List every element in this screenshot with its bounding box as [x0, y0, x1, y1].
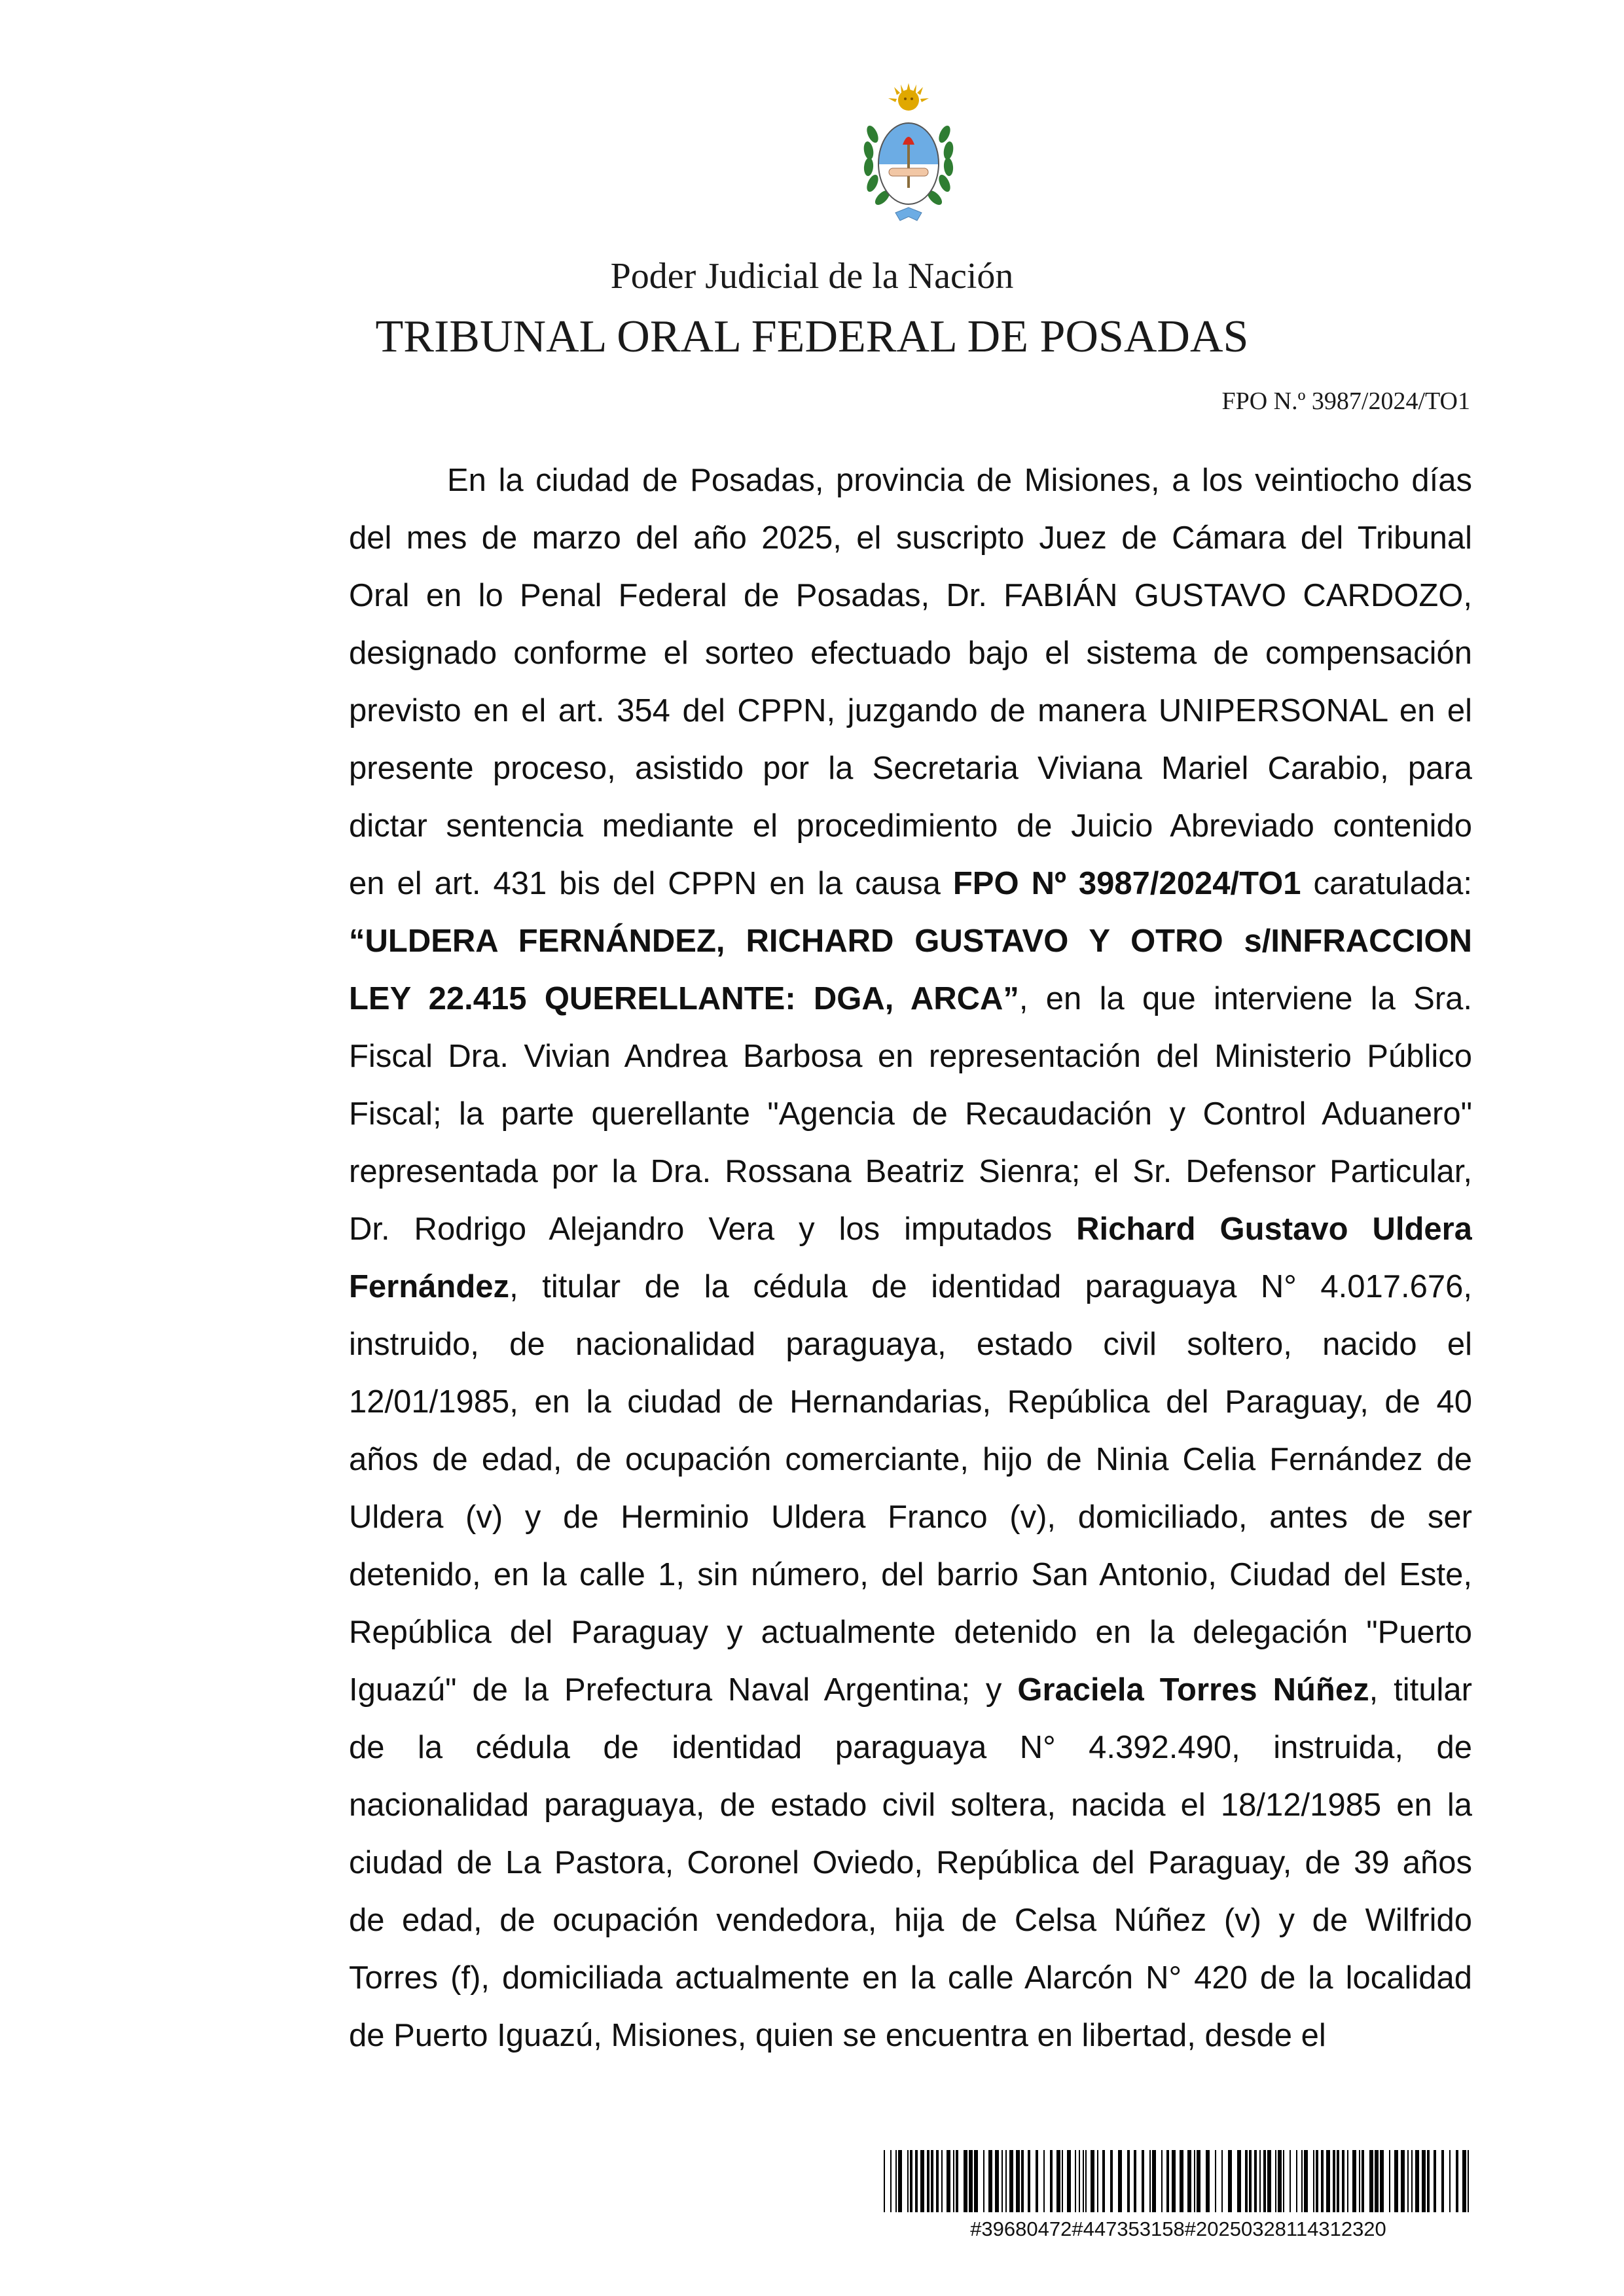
- text-run: Dr. Rodrigo Alejandro Vera y los imputados: [349, 1211, 1077, 1247]
- paragraph-line: [349, 740, 1472, 797]
- text-run: previsto en el art. 354 del CPPN, juzgando de manera UNIPERSONAL en el: [349, 693, 1472, 728]
- institution-name: Poder Judicial de la Nación: [610, 256, 1014, 296]
- text-run: Iguazú" de la Prefectura Naval Argentina; y: [349, 1672, 1018, 1708]
- barcode: [884, 2150, 1473, 2212]
- text-run: años de edad, de ocupación comerciante, hijo de Ninia Celia Fernández de: [349, 1442, 1472, 1477]
- paragraph-line: [349, 1143, 1472, 1200]
- text-run: Torres (f), domiciliada actualmente en la calle Alarcón N° 420 de la localidad: [349, 1960, 1472, 1996]
- paragraph-line: [349, 452, 1472, 509]
- paragraph-line: [349, 797, 1472, 855]
- paragraph-line: [349, 1719, 1472, 1776]
- text-run: Fiscal; la parte querellante "Agencia de Recaudación y Control Aduanero": [349, 1096, 1472, 1132]
- paragraph-line: [349, 970, 1472, 1028]
- bold-text: “ULDERA FERNÁNDEZ, RICHARD GUSTAVO Y OTRO s/INFRACCION: [349, 924, 1472, 959]
- bold-text: LEY 22.415 QUERELLANTE: DGA, ARCA”: [349, 981, 1019, 1016]
- case-reference: FPO N.º 3987/2024/TO1: [1221, 387, 1470, 415]
- text-run: instruido, de nacionalidad paraguaya, estado civil soltero, nacido el: [349, 1327, 1472, 1362]
- paragraph-line: [349, 1200, 1472, 1258]
- paragraph-line: [349, 1258, 1472, 1316]
- paragraph-line: [349, 1661, 1472, 1719]
- coat-of-arms-icon: [859, 82, 958, 239]
- bold-text: Fernández: [349, 1269, 510, 1304]
- bold-text: Richard Gustavo Uldera: [1076, 1211, 1472, 1247]
- text-run: nacionalidad paraguaya, de estado civil soltera, nacida el 18/12/1985 en la: [349, 1787, 1472, 1823]
- text-run: dictar sentencia mediante el procedimiento de Juicio Abreviado contenido: [349, 808, 1472, 844]
- paragraph-line: [349, 1488, 1472, 1546]
- paragraph-line: [349, 682, 1472, 740]
- text-run: Fiscal Dra. Vivian Andrea Barbosa en representación del Ministerio Público: [349, 1039, 1472, 1074]
- text-run: En la ciudad de Posadas, provincia de Misiones, a los veintiocho días: [447, 463, 1472, 498]
- paragraph-line: [349, 1546, 1472, 1604]
- text-run: ciudad de La Pastora, Coronel Oviedo, República del Paraguay, de 39 años: [349, 1845, 1472, 1880]
- bold-text: Graciela Torres Núñez: [1017, 1672, 1369, 1708]
- barcode-text: #39680472#447353158#20250328114312320: [970, 2217, 1386, 2240]
- court-name: TRIBUNAL ORAL FEDERAL DE POSADAS: [375, 312, 1249, 362]
- paragraph-line: [349, 1028, 1472, 1085]
- paragraph-line: [349, 567, 1472, 624]
- paragraph-line: [349, 1776, 1472, 1834]
- text-run: de edad, de ocupación vendedora, hija de Celsa Núñez (v) y de Wilfrido: [349, 1903, 1472, 1938]
- paragraph-line: [349, 1373, 1472, 1431]
- paragraph-line: [349, 1431, 1472, 1488]
- text-run: Oral en lo Penal Federal de Posadas, Dr. FABIÁN GUSTAVO CARDOZO,: [349, 578, 1472, 613]
- paragraph-line: [349, 1892, 1472, 1949]
- paragraph-line: [349, 1834, 1472, 1892]
- text-run: 12/01/1985, en la ciudad de Hernandarias, República del Paraguay, de 40: [349, 1384, 1472, 1420]
- text-run: Uldera (v) y de Herminio Uldera Franco (v), domiciliado, antes de ser: [349, 1499, 1472, 1535]
- document-body: [349, 452, 1472, 2064]
- paragraph-line: [349, 855, 1472, 912]
- paragraph-line: [349, 1316, 1472, 1373]
- text-run: República del Paraguay y actualmente detenido en la delegación "Puerto: [349, 1615, 1472, 1650]
- paragraph-line: [349, 509, 1472, 567]
- paragraph-line: [349, 1604, 1472, 1661]
- text-run: de Puerto Iguazú, Misiones, quien se encuentra en libertad, desde el: [349, 2018, 1326, 2053]
- paragraph-line: [349, 624, 1472, 682]
- text-run: del mes de marzo del año 2025, el suscripto Juez de Cámara del Tribunal: [349, 520, 1472, 556]
- paragraph-line: [349, 2007, 1472, 2064]
- text-run: de la cédula de identidad paraguaya N° 4.392.490, instruida, de: [349, 1730, 1472, 1765]
- text-run: designado conforme el sorteo efectuado bajo el sistema de compensación: [349, 636, 1472, 671]
- text-run: caratulada:: [1301, 866, 1472, 901]
- paragraph-line: [349, 912, 1472, 970]
- text-run: representada por la Dra. Rossana Beatriz Sienra; el Sr. Defensor Particular,: [349, 1154, 1472, 1189]
- text-run: detenido, en la calle 1, sin número, del barrio San Antonio, Ciudad del Este,: [349, 1557, 1472, 1592]
- text-run: presente proceso, asistido por la Secretaria Viviana Mariel Carabio, para: [349, 751, 1472, 786]
- text-run: , en la que interviene la Sra.: [1019, 981, 1472, 1016]
- paragraph-line: [349, 1085, 1472, 1143]
- paragraph-line: [349, 1949, 1472, 2007]
- text-run: , titular: [1369, 1672, 1472, 1708]
- bold-text: FPO Nº 3987/2024/TO1: [952, 866, 1301, 901]
- text-run: , titular de la cédula de identidad paraguaya N° 4.017.676,: [509, 1269, 1472, 1304]
- text-run: en el art. 431 bis del CPPN en la causa: [349, 866, 953, 901]
